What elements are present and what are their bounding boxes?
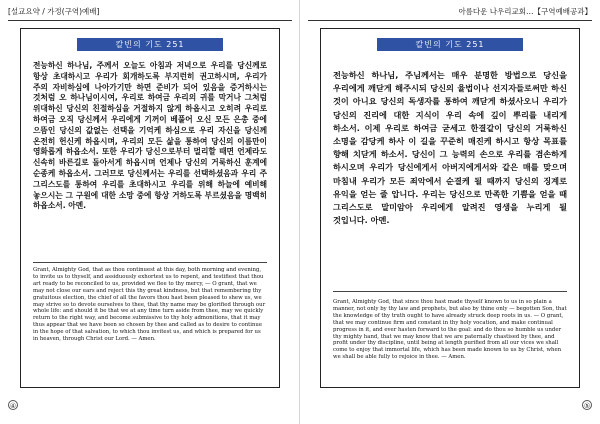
prayer-title: 칼빈의 기도 251 xyxy=(377,38,523,51)
prayer-frame xyxy=(320,28,580,388)
page-number: ④ xyxy=(9,402,17,410)
english-prayer-text: Grant, Almighty God, that as thou continuest at this day, both morning and evening, to invite us to thyself, and assiduously exhortest us to repent, and testifiest that thou art ready to be reconciled to us, provided we flee to thy mercy, — O grant, that we may not close our ears and reject this thy great kindness, but that remembering thy gratuitous election, the chief of all the favors thou hast been pleased to shew us, we may strive so to devote ourselves to thee, that thy name may be glorified through our whole life: and should it be that we at any time turn aside from thee, may we quickly return to the right way, and become submissive to thy holy admonitions, that it may thus appear that we have been so chosen by thee and called as to desire to continue in the hope of that salvation, to which thou invitest us, and which is prepared for us in heaven, through Christ our Lord. — Amen. xyxy=(33,267,266,343)
page-right xyxy=(300,0,600,424)
prayer-frame xyxy=(20,28,280,388)
korean-prayer-text: 전능하신 하나님, 주님께서는 매우 분명한 방법으로 당신을 우리에게 깨닫게 해주시되 당신의 율법이나 선지자들로써만 하신 것이 아니요 당신의 독생자를 통하여 깨닫게 하셨사오니 우리가 당신의 진리에 대한 지식이 우리 속에 깊이 뿌리를 내리게 하소서. 이제 우리로 하여금 굳세고 한결같이 당신의 거룩하신 소명을 감당케 하사 이 길을 꾸준히 매진케 하시고 항상 목표를 향해 치닫게 하소서. 당신이 그 능력의 손으로 우리를 겸손하게 하시오며 우리가 당신에게서 아버지에게서와 같은 매를 맞으며 마침내 우리가 모든 죄악에서 순결케 될 때까지 당신의 징계로 유익을 얻는 줄 압니다. 우리는 당신으로 만족한 기쁨을 얻을 때 그리스도로 말미암아 우리에게 알려진 영생을 누리게 될 것입니다. 아멘. xyxy=(333,70,567,226)
header-rule xyxy=(8,20,292,21)
header-rule xyxy=(308,20,592,21)
page-number: ⑤ xyxy=(583,402,591,410)
english-prayer-text: Grant, Almighty God, that since thou hast made thyself known to us in so plain a manner, not only by thy law and prophets, but also by thine only — begotten Son, that the knowledge of thy truth ought to have already struck deep roots in us. — O grant, that we may continue firm and constant in thy holy vocation, and make continual progress in it, and ever hasten forward to the goal: and do thou so humble us under thy mighty hand, that we may know that we are paternally chastised by thee, and profit under thy discipline, until being at length purified from all our vices we shall come to enjoy that immortal life, which has been made known to us by Christ, when we shall be able fully to rejoice in thee. — Amen. xyxy=(333,299,567,361)
section-divider xyxy=(33,262,267,263)
korean-prayer-text: 전능하신 하나님, 주께서 오늘도 아침과 저녁으로 우리를 당신께로 항상 초대하시고 우리가 회개하도록 부지런히 권고하시며, 우리가 주의 자비하심에 나아가기만 하면 준비가 되어 있음을 증거하시는 것처럼 오 하나님이시여, 우리로 하여금 우리의 귀를 막거나 그처럼 위대하신 당신의 친절하심을 거절하지 않게 하옵시고 오히려 우리로 하여금 오직 당신께서 우리에게 기꺼이 베풀어 오신 모든 은총 중에 으뜸인 당신의 값없는 선택을 기억케 하심으로 우리 자신을 당신께 온전히 헌신케 하옵시며, 우리의 모든 삶을 통하여 당신의 이름만이 영화롭게 하옵소서. 또한 우리가 당신으로부터 멀리할 때면 언제라도 신속히 바른길로 돌아서게 하옵시며 언제나 당신의 거룩하신 훈계에 순종케 하옵소서. 그러므로 당신께서는 우리를 선택하셨음과 우리 주 그리스도를 통하여 우리를 초대하시고 우리를 위해 하늘에 예비해 놓으시는 그 구원에 대한 소망 중에 항상 거하도록 부르셨음을 명백히 하옵소서. 아멘. xyxy=(33,61,267,211)
section-divider xyxy=(333,291,567,292)
page-header: [설교요약 / 가정(구역)예배] xyxy=(8,7,100,16)
prayer-title: 칼빈의 기도 251 xyxy=(77,38,223,51)
page-header: 아름다운 나우리교회…【구역예배공과】 xyxy=(458,7,592,16)
